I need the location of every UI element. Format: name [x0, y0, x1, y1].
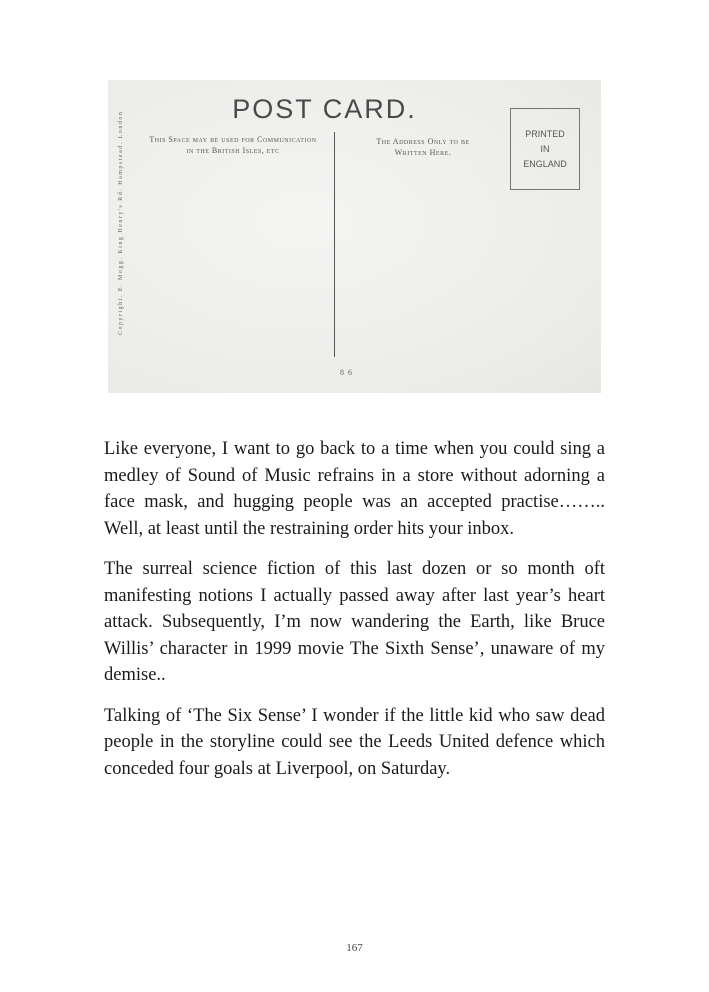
- paragraph-1: Like everyone, I want to go back to a time when you could sing a medley of Sound of Music refrains in a store without adorning a face mask, and hugging people was an accepted practise…….. Well, at least until the restraining order hits your inbox.: [104, 439, 605, 539]
- postcard-image: [108, 80, 601, 393]
- communication-note-line1: This Space may be used for Communication: [149, 135, 317, 144]
- address-note-line2: Written Here.: [394, 148, 452, 157]
- stamp-line2: IN: [540, 144, 550, 154]
- communication-note-line2: in the British Isles, etc: [186, 146, 280, 155]
- paragraph-3: Talking of ‘The Six Sense’ I wonder if the little kid who saw dead people in the storyline could see the Leeds United defence which conceded four goals at Liverpool, on Saturday.: [104, 705, 605, 779]
- postcard-title: POST CARD.: [232, 94, 417, 124]
- stamp-line3: ENGLAND: [523, 159, 567, 169]
- postcard-divider: [334, 132, 335, 357]
- postcard-address-note: [358, 136, 488, 158]
- postcard-communication-note: [138, 134, 328, 156]
- address-note-line1: The Address Only to be: [376, 137, 470, 146]
- postcard-stamp-box: [510, 108, 580, 190]
- page-number: 167: [346, 942, 363, 954]
- stamp-line1: PRINTED: [525, 129, 565, 139]
- body-text: [104, 436, 605, 796]
- postcard-number: 86: [340, 368, 356, 377]
- paragraph-2: The surreal science fiction of this last dozen or so month oft manifesting notions I actually passed away after last year’s heart attack. Subsequently, I’m now wandering the Earth, like Bruce Willis’ character in 1999 movie The Sixth Sense’, unaware of my demise..: [104, 559, 605, 685]
- postcard-copyright: Copyright. E. Mogg. King Henry's Rd. Hampstead. London: [118, 110, 124, 335]
